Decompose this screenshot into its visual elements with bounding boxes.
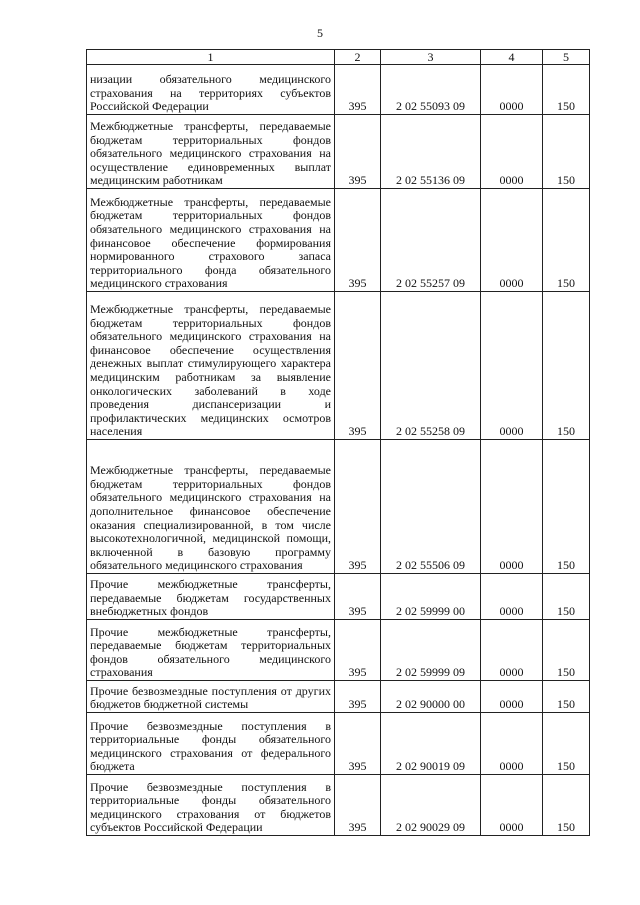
table-row	[87, 65, 590, 115]
classification-code-cell: 150	[543, 775, 590, 836]
revenue-code-cell: 2 02 55506 09	[381, 440, 481, 574]
row-description: Межбюджетные трансферты, передаваемые бюджетам территориальных фондов обязательного медицинского страхования на дополнительное финансовое обеспечение оказания специализированной, в том числе высокотехнологичной, медицинской помощи, включенной в базовую программу обязательного медицинского страхования	[87, 440, 335, 574]
admin-code-cell: 395	[335, 620, 381, 681]
row-description: Межбюджетные трансферты, передаваемые бюджетам территориальных фондов обязательного медицинского страхования на финансовое обеспечение формирования нормированного страхового запаса территориального фонда обязательного медицинского страхования	[87, 189, 335, 292]
revenue-code-cell: 2 02 55093 09	[381, 65, 481, 115]
table-row	[87, 620, 590, 681]
revenue-code-cell: 2 02 55258 09	[381, 292, 481, 440]
classification-code-cell: 150	[543, 620, 590, 681]
table-row	[87, 189, 590, 292]
admin-code-cell: 395	[335, 440, 381, 574]
table-row	[87, 681, 590, 713]
revenue-code-cell: 2 02 90000 00	[381, 681, 481, 713]
row-description: Прочие безвозмездные поступления от других бюджетов бюджетной системы	[87, 681, 335, 713]
column-header: 5	[543, 50, 590, 65]
revenue-code-cell: 2 02 90029 09	[381, 775, 481, 836]
admin-code-cell: 395	[335, 713, 381, 775]
subtype-code-cell: 0000	[481, 574, 543, 620]
row-description: Прочие безвозмездные поступления в территориальные фонды обязательного медицинского страхования от бюджетов субъектов Российской Федерации	[87, 775, 335, 836]
classification-code-cell: 150	[543, 440, 590, 574]
classification-code-cell: 150	[543, 189, 590, 292]
column-header: 3	[381, 50, 481, 65]
subtype-code-cell: 0000	[481, 292, 543, 440]
classification-code-cell: 150	[543, 65, 590, 115]
table-row	[87, 574, 590, 620]
subtype-code-cell: 0000	[481, 189, 543, 292]
revenue-code-cell: 2 02 59999 09	[381, 620, 481, 681]
subtype-code-cell: 0000	[481, 65, 543, 115]
table-row	[87, 115, 590, 189]
page-number: 5	[317, 26, 323, 40]
admin-code-cell: 395	[335, 65, 381, 115]
row-description: низации обязательного медицинского страхования на территориях субъектов Российской Федерации	[87, 65, 335, 115]
table-row	[87, 440, 590, 574]
admin-code-cell: 395	[335, 574, 381, 620]
table-row	[87, 713, 590, 775]
subtype-code-cell: 0000	[481, 775, 543, 836]
admin-code-cell: 395	[335, 681, 381, 713]
admin-code-cell: 395	[335, 292, 381, 440]
classification-code-cell: 150	[543, 681, 590, 713]
table-header-row	[87, 50, 590, 65]
table-row	[87, 292, 590, 440]
admin-code-cell: 395	[335, 189, 381, 292]
classification-code-cell: 150	[543, 292, 590, 440]
budget-classification-table	[86, 49, 590, 836]
subtype-code-cell: 0000	[481, 115, 543, 189]
admin-code-cell: 395	[335, 775, 381, 836]
admin-code-cell: 395	[335, 115, 381, 189]
subtype-code-cell: 0000	[481, 620, 543, 681]
column-header: 1	[87, 50, 335, 65]
row-description: Прочие межбюджетные трансферты, передаваемые бюджетам государственных внебюджетных фондов	[87, 574, 335, 620]
table-row	[87, 775, 590, 836]
subtype-code-cell: 0000	[481, 440, 543, 574]
row-description: Прочие межбюджетные трансферты, передаваемые бюджетам территориальных фондов обязательного медицинского страхования	[87, 620, 335, 681]
classification-code-cell: 150	[543, 115, 590, 189]
row-description: Межбюджетные трансферты, передаваемые бюджетам территориальных фондов обязательного медицинского страхования на финансовое обеспечение осуществления денежных выплат стимулирующего характера медицинским работникам за выявление онкологических заболеваний в ходе проведения диспансеризации и профилактических медицинских осмотров населения	[87, 292, 335, 440]
classification-code-cell: 150	[543, 713, 590, 775]
classification-code-cell: 150	[543, 574, 590, 620]
revenue-code-cell: 2 02 59999 00	[381, 574, 481, 620]
row-description: Межбюджетные трансферты, передаваемые бюджетам территориальных фондов обязательного медицинского страхования на осуществление единовременных выплат медицинским работникам	[87, 115, 335, 189]
subtype-code-cell: 0000	[481, 713, 543, 775]
revenue-code-cell: 2 02 55257 09	[381, 189, 481, 292]
subtype-code-cell: 0000	[481, 681, 543, 713]
revenue-code-cell: 2 02 55136 09	[381, 115, 481, 189]
revenue-code-cell: 2 02 90019 09	[381, 713, 481, 775]
row-description: Прочие безвозмездные поступления в территориальные фонды обязательного медицинского страхования от федерального бюджета	[87, 713, 335, 775]
column-header: 4	[481, 50, 543, 65]
column-header: 2	[335, 50, 381, 65]
